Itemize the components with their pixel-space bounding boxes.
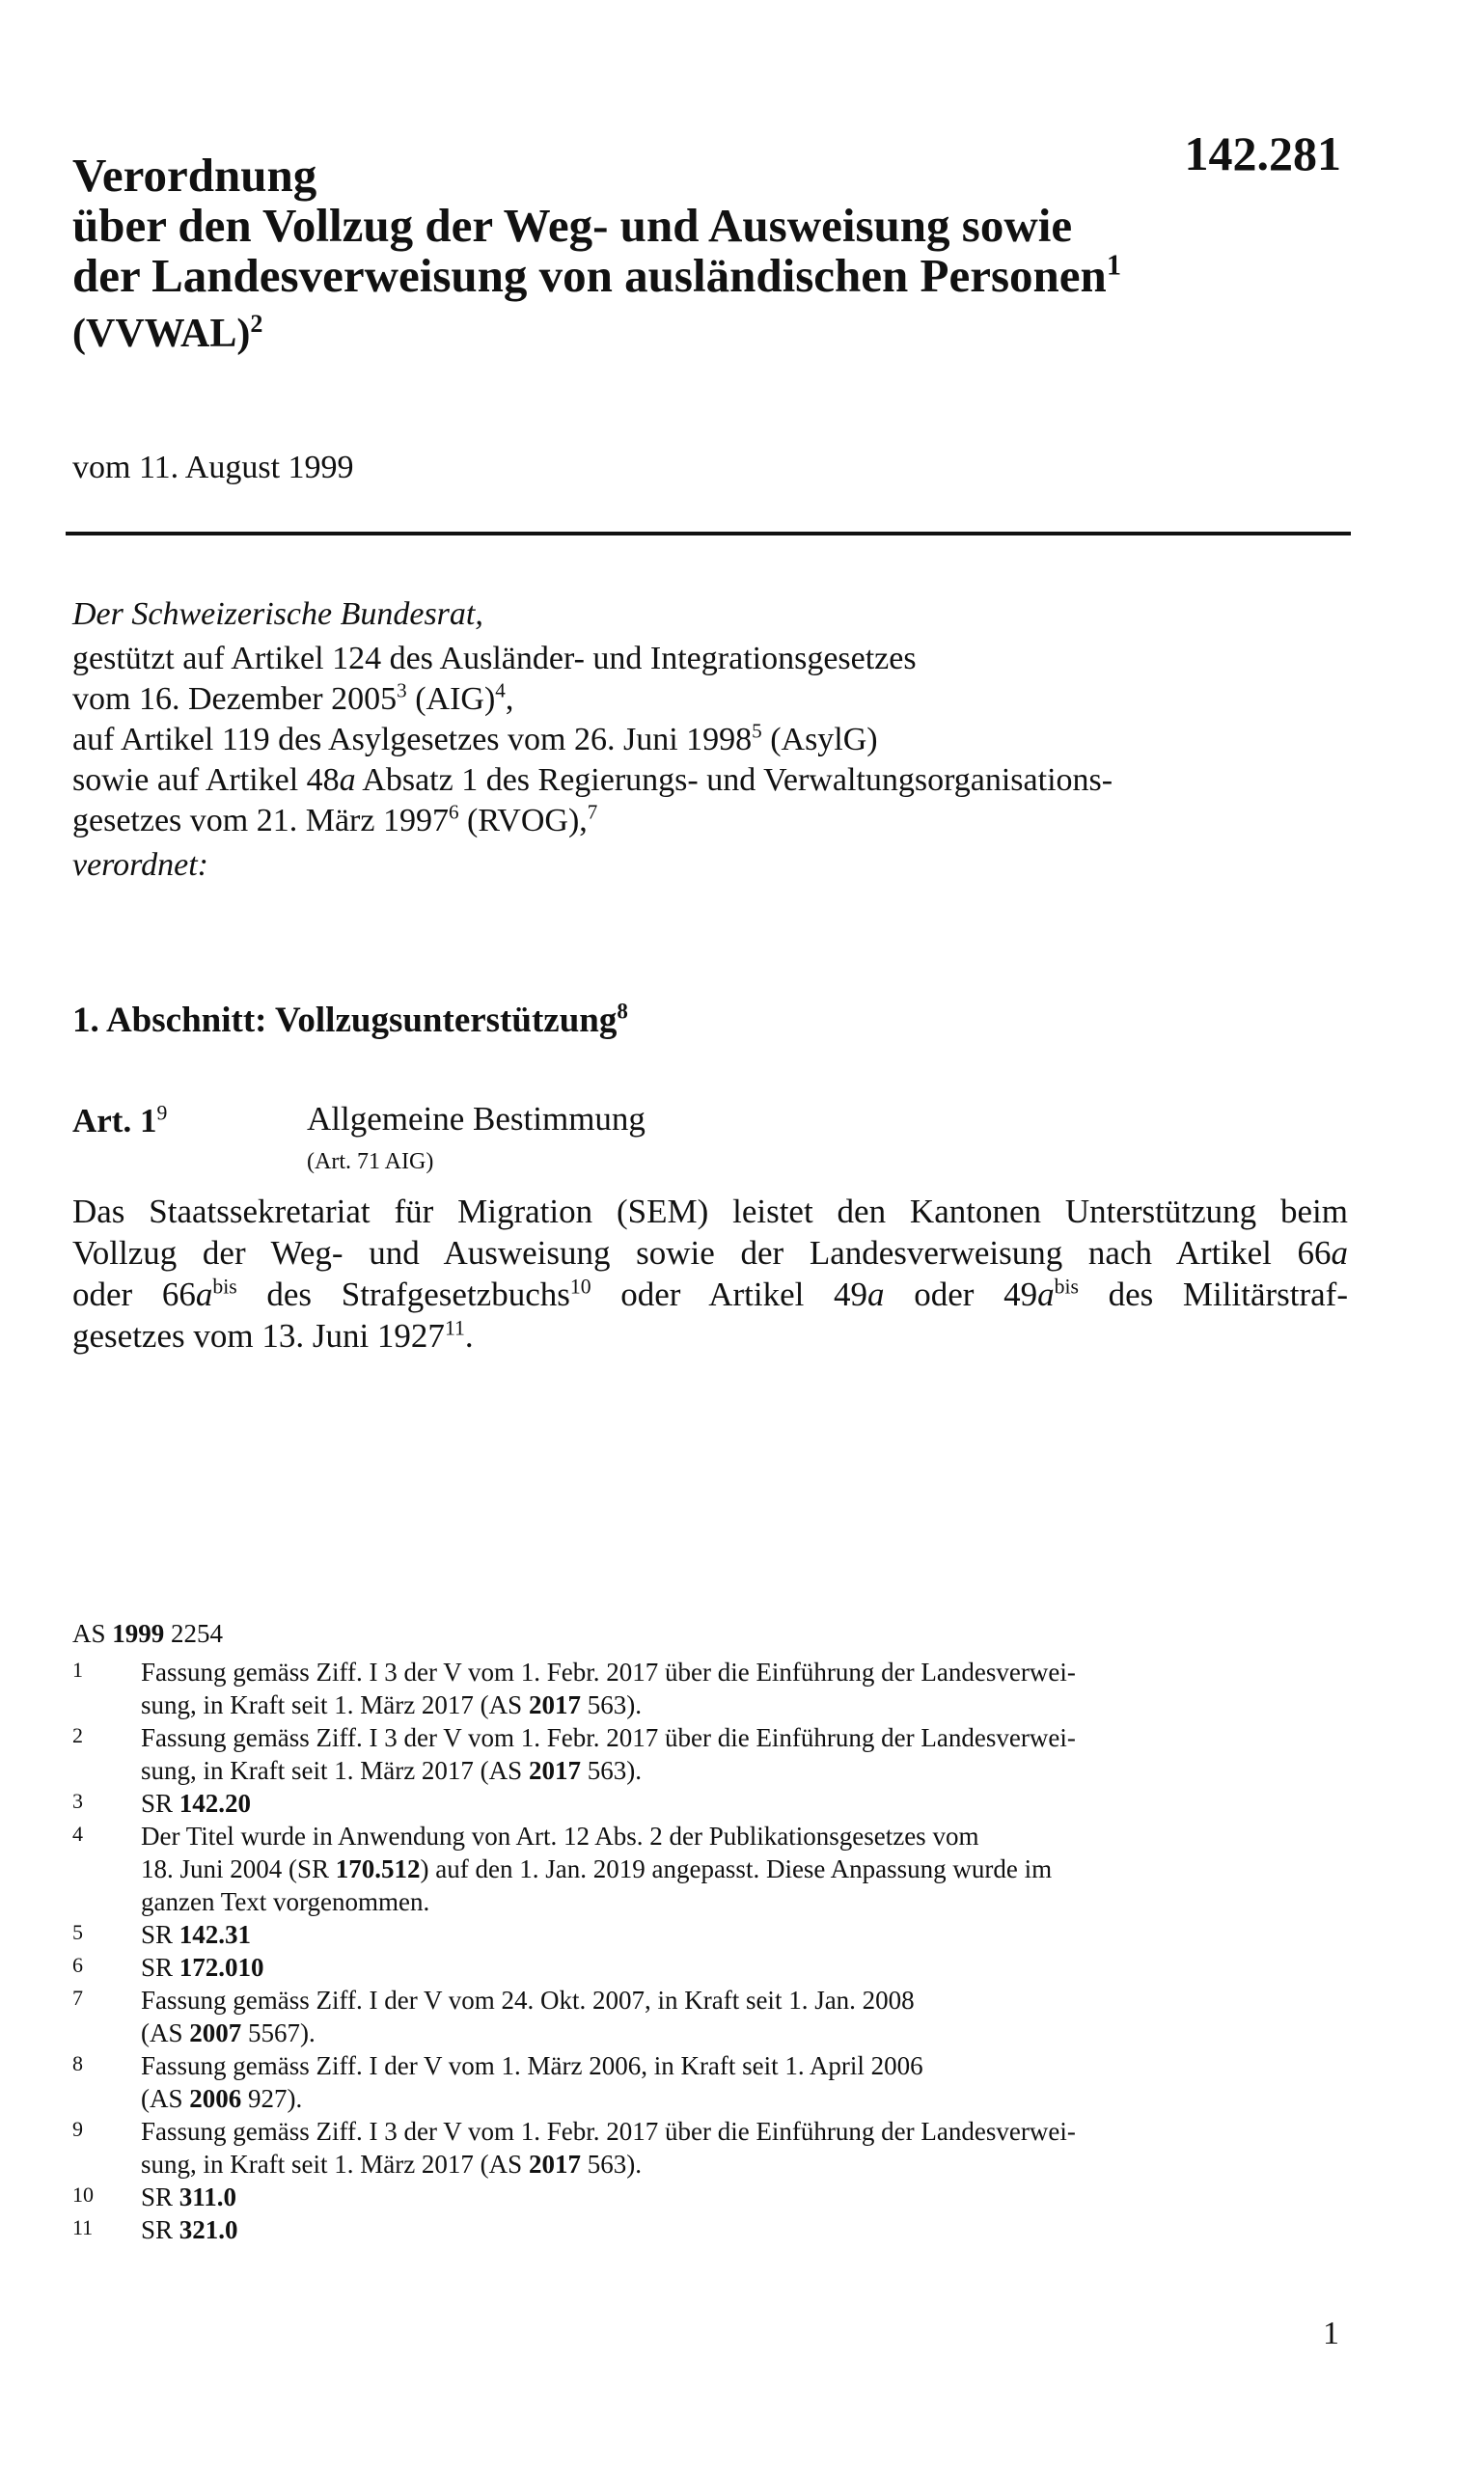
footnote-number: 1 — [72, 1658, 83, 1682]
footnote-ref[interactable]: 4 — [495, 678, 506, 702]
enactment-date: vom 11. August 1999 — [72, 450, 354, 485]
article-body — [72, 1191, 1348, 1357]
preamble-verb: verordnet: — [72, 847, 208, 883]
footnote-item: 5 SR 142.31 — [72, 1920, 252, 1949]
document-title — [72, 151, 1182, 359]
footnote-item: 3 SR 142.20 — [72, 1789, 252, 1818]
footnote-ref[interactable]: 5 — [752, 719, 762, 743]
footnote-item: 10 SR 311.0 — [72, 2182, 237, 2211]
footnote-ref[interactable]: 10 — [569, 1275, 591, 1299]
footnote-ref[interactable]: 8 — [617, 999, 628, 1024]
section-heading: 1. Abschnitt: Vollzugsunterstützung$^8$ — [72, 999, 628, 1040]
footnote-item: 4 Der Titel wurde in Anwendung von Art. 12 Abs. 2 der Publikationsgesetzes vom 18. Juni 2004 (SR 170.512) auf den 1. Jan. 2019 angepasst. Diese Anpassung wurde im ganzen Text vorgenommen. — [72, 1822, 1053, 1916]
footnote-ref[interactable]: 1 — [1106, 248, 1121, 282]
title-line-1: Verordnung — [72, 149, 317, 202]
footnote-item: 2 Fassung gemäss Ziff. I 3 der V vom 1. Febr. 2017 über die Einführung der Landesverwei- sung, in Kraft seit 1. März 2017 (AS 2017 563). — [72, 1723, 1076, 1785]
footnote-number: 3 — [72, 1789, 83, 1813]
footnote-ref[interactable]: 7 — [587, 800, 598, 824]
footnote-number: 8 — [72, 2051, 83, 2075]
footnote-number: 10 — [72, 2182, 94, 2207]
article-title: Allgemeine Bestimmung — [307, 1100, 646, 1138]
page-number: 1 — [1323, 2316, 1339, 2351]
title-line-2: über den Vollzug der Weg- und Ausweisung sowie — [72, 199, 1073, 252]
preamble-line: sowie auf Artikel 48a Absatz 1 des Regierungs- und Verwaltungsorganisations- — [72, 762, 1113, 798]
footnote-item: 9 Fassung gemäss Ziff. I 3 der V vom 1. Febr. 2017 über die Einführung der Landesverwei- sung, in Kraft seit 1. März 2017 (AS 2017 563). — [72, 2117, 1076, 2179]
article-line: gesetzes vom 13. Juni 1927$^{11}$. — [72, 1316, 474, 1355]
title-abbreviation: (VVWAL)$^2$ — [72, 310, 263, 356]
title-line-3: der Landesverweisung von ausländischen Personen$^1$ — [72, 248, 1121, 302]
article-line: Vollzug der Weg- und Ausweisung sowie der Landesverweisung nach Artikel 66a — [72, 1234, 1348, 1272]
footnote-ref[interactable]: 11 — [444, 1316, 465, 1340]
footnote-item: 1 Fassung gemäss Ziff. I 3 der V vom 1. Febr. 2017 über die Einführung der Landesverwei- sung, in Kraft seit 1. März 2017 (AS 2017 563). — [72, 1658, 1076, 1719]
footnote-ref[interactable]: 6 — [448, 800, 459, 824]
footnote-item: 6 SR 172.010 — [72, 1953, 264, 1982]
divider — [66, 532, 1351, 535]
footnote-item: 8 Fassung gemäss Ziff. I der V vom 1. März 2006, in Kraft seit 1. April 2006 (AS 2006 927). — [72, 2051, 923, 2113]
footnote-ref[interactable]: 2 — [250, 310, 263, 338]
footnote-ref[interactable]: 3 — [397, 678, 407, 702]
preamble-authority: Der Schweizerische Bundesrat, — [72, 596, 483, 632]
footnote-number: 7 — [72, 1986, 83, 2010]
preamble — [72, 594, 1356, 886]
footnote-number: 9 — [72, 2117, 83, 2141]
footnote-item: 11 SR 321.0 — [72, 2215, 238, 2244]
preamble-line: vom 16. Dezember 2005$^3$ (AIG)$^4$, — [72, 678, 514, 717]
article-line: Das Staatssekretariat für Migration (SEM) leistet den Kantonen Unterstützung beim — [72, 1193, 1348, 1230]
sr-number: 142.281 — [1184, 126, 1341, 180]
preamble-line: auf Artikel 119 des Asylgesetzes vom 26. Juni 1998$^5$ (AsylG) — [72, 719, 878, 757]
article-line: oder $66a^{bis}$ des Strafgesetzbuchs$^{10}$ oder Artikel 49a oder $49a^{bis}$ des Militärstraf- — [72, 1275, 1348, 1313]
footnote-number: 4 — [72, 1822, 83, 1846]
footnote-number: 5 — [72, 1920, 83, 1944]
article-number: Art. $1^9$ — [72, 1101, 168, 1139]
footnote-number: 6 — [72, 1953, 83, 1977]
article-reference: (Art. 71 AIG) — [307, 1149, 434, 1174]
footnote-number: 11 — [72, 2215, 94, 2239]
preamble-line: gestützt auf Artikel 124 des Ausländer- und Integrationsgesetzes — [72, 641, 917, 676]
official-compilation-ref: AS 1999 2254 — [72, 1619, 224, 1648]
footnote-number: 2 — [72, 1723, 83, 1747]
footnote-ref[interactable]: 9 — [156, 1101, 168, 1125]
footnote-item: 7 Fassung gemäss Ziff. I der V vom 24. Okt. 2007, in Kraft seit 1. Jan. 2008 (AS 2007 5567). — [72, 1986, 915, 2047]
footnotes — [72, 1656, 1356, 2246]
preamble-line: gesetzes vom 21. März 1997$^6$ (RVOG),$^7$ — [72, 800, 598, 838]
